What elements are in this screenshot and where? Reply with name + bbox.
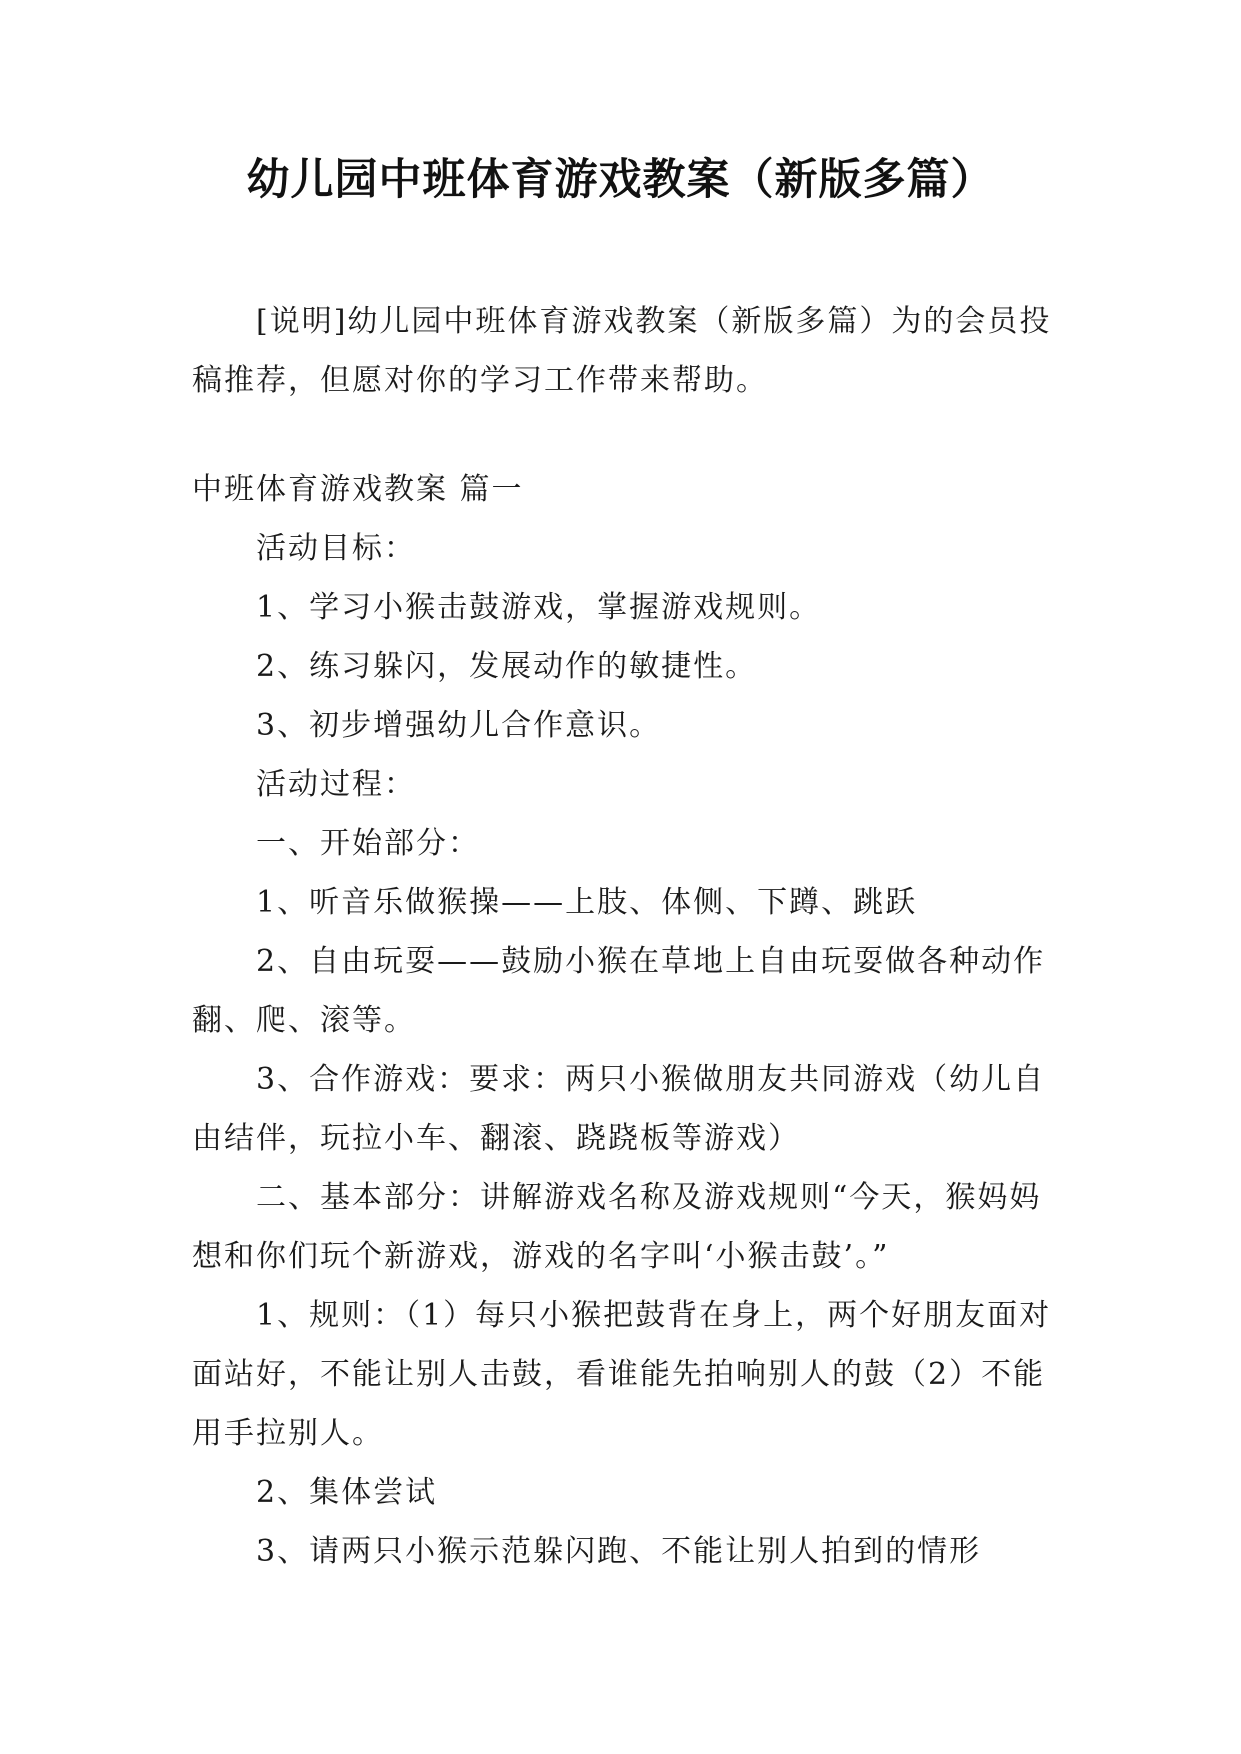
paragraph: 2、自由玩耍——鼓励小猴在草地上自由玩耍做各种动作翻、爬、滚等。	[192, 944, 1046, 1038]
paragraph: 1、学习小猴击鼓游戏，掌握游戏规则。	[256, 590, 822, 625]
paragraph: 3、请两只小猴示范躲闪跑、不能让别人拍到的情形	[256, 1534, 982, 1569]
paragraph: 2、集体尝试	[256, 1475, 438, 1510]
section-heading: 中班体育游戏教案 篇一	[192, 472, 524, 507]
paragraph: 活动目标：	[256, 531, 416, 566]
document-title: 幼儿园中班体育游戏教案（新版多篇）	[246, 155, 995, 205]
paragraph: 3、合作游戏：要求：两只小猴做朋友共同游戏（幼儿自由结伴，玩拉小车、翻滚、跷跷板等游戏）	[192, 1062, 1046, 1156]
paragraph: 1、规则：（1）每只小猴把鼓背在身上，两个好朋友面对面站好，不能让别人击鼓，看谁能先拍响别人的鼓（2）不能用手拉别人。	[192, 1298, 1052, 1451]
paragraph: 一、开始部分：	[256, 826, 480, 861]
paragraph: 2、练习躲闪，发展动作的敏捷性。	[256, 649, 758, 684]
intro-paragraph: [说明]幼儿园中班体育游戏教案（新版多篇）为的会员投稿推荐，但愿对你的学习工作带来帮助。	[192, 304, 1052, 398]
paragraph: 1、听音乐做猴操——上肢、体侧、下蹲、跳跃	[256, 885, 918, 920]
intro-block	[192, 292, 1056, 410]
section-block	[192, 460, 1056, 1581]
paragraph: 3、初步增强幼儿合作意识。	[256, 708, 662, 743]
paragraph: 二、基本部分：讲解游戏名称及游戏规则“今天，猴妈妈想和你们玩个新游戏，游戏的名字叫‘小猴击鼓’。”	[192, 1180, 1042, 1274]
paragraph: 活动过程：	[256, 767, 416, 802]
